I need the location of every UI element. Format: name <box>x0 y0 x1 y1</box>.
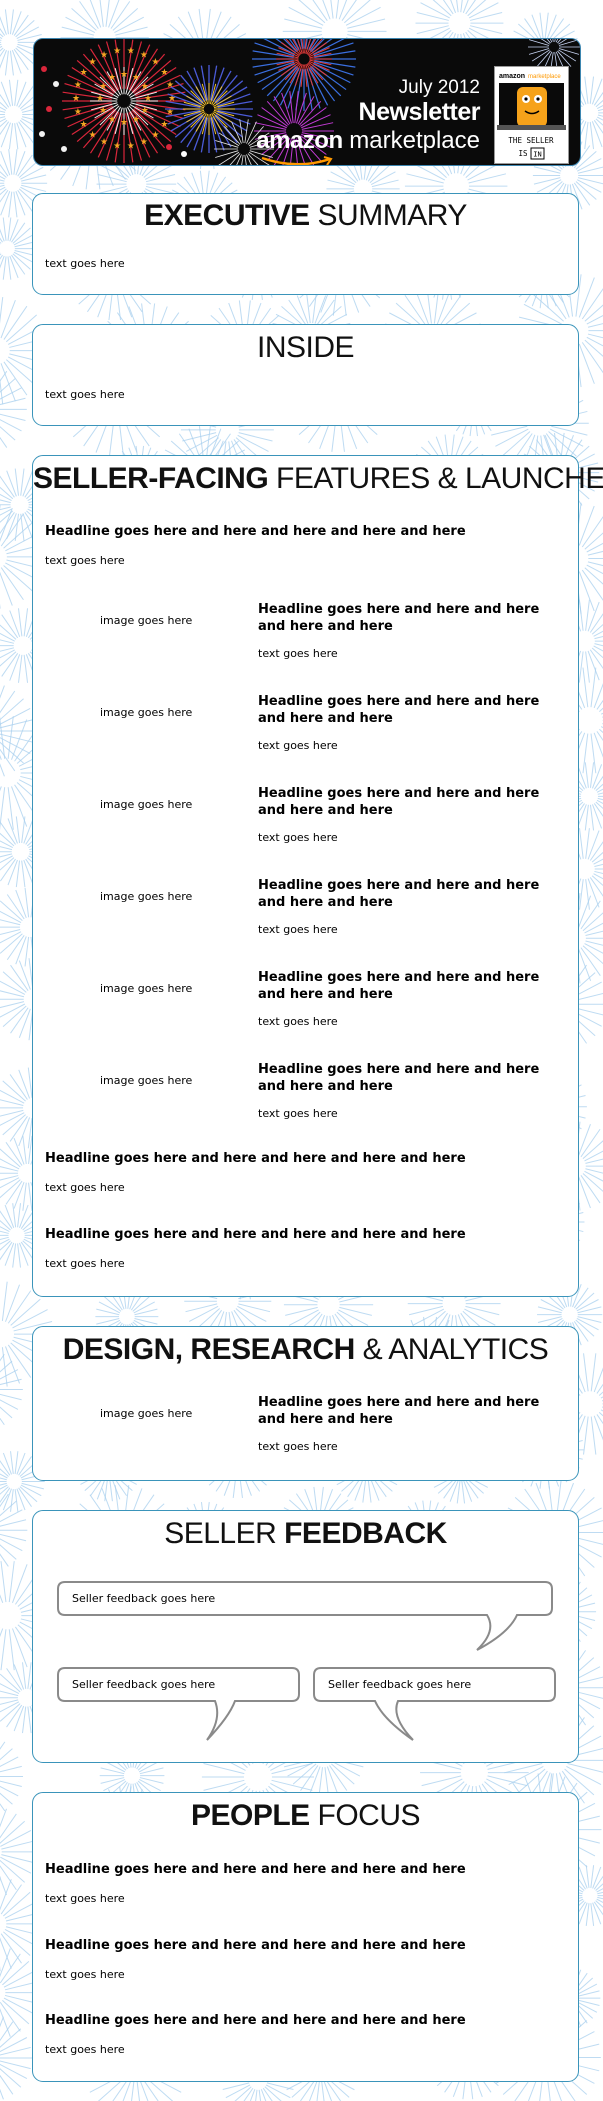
people-focus-section <box>32 1792 579 2082</box>
feature-image-placeholder: image goes here <box>100 982 193 995</box>
feature-headline: Headline goes here and here and here and here and here <box>258 878 540 910</box>
feedback-bubble-text: Seller feedback goes here <box>328 1678 472 1691</box>
people-headline: Headline goes here and here and here and here and here <box>45 1938 466 1953</box>
features-tail-headline: Headline goes here and here and here and here and here <box>45 1151 466 1166</box>
spark-dot <box>41 66 47 72</box>
star-icon: ★ <box>166 80 175 91</box>
star-icon: ★ <box>107 114 117 125</box>
star-icon: ★ <box>151 130 160 141</box>
spark-dot <box>53 81 59 87</box>
executive-summary-section <box>32 193 579 295</box>
features-tail-headline: Headline goes here and here and here and here and here <box>45 1227 466 1242</box>
feature-headline: Headline goes here and here and here and here and here <box>258 1062 540 1094</box>
star-icon: ★ <box>95 94 105 104</box>
banner-title: Newsletter <box>358 98 480 126</box>
star-icon: ★ <box>167 94 177 104</box>
feature-image-placeholder: image goes here <box>100 706 193 719</box>
star-icon: ★ <box>73 107 82 118</box>
sign-brand-bold: amazon <box>499 73 526 80</box>
star-icon: ★ <box>113 141 122 152</box>
spark-dot <box>61 146 67 152</box>
star-icon: ★ <box>88 57 97 68</box>
spark-dot <box>46 106 52 112</box>
star-icon: ★ <box>113 46 122 57</box>
feature-text: text goes here <box>258 1015 338 1028</box>
feature-image-placeholder: image goes here <box>100 614 193 627</box>
firework-burst <box>0 2014 32 2101</box>
star-icon: ★ <box>143 94 153 104</box>
feature-image-placeholder: image goes here <box>100 798 193 811</box>
features-title: SELLER-FACING FEATURES & LAUNCHES <box>33 462 603 495</box>
star-icon: ★ <box>71 94 81 104</box>
star-icon: ★ <box>99 82 108 92</box>
star-icon: ★ <box>119 70 129 80</box>
feature-headline: Headline goes here and here and here and here and here <box>258 786 540 818</box>
features-lead-text: text goes here <box>45 554 125 567</box>
star-icon: ★ <box>160 119 169 130</box>
people-headline: Headline goes here and here and here and here and here <box>45 1862 466 1877</box>
seller-feedback-section <box>32 1510 579 1763</box>
features-tail-text: text goes here <box>45 1257 125 1270</box>
spark-dot <box>166 144 172 150</box>
star-icon: ★ <box>126 46 135 57</box>
feature-text: text goes here <box>258 923 338 936</box>
star-icon: ★ <box>139 50 148 61</box>
feedback-bubble <box>57 1581 554 1661</box>
spark-dot <box>181 151 187 157</box>
banner-month: July 2012 <box>398 77 480 98</box>
seller-facing-features-section <box>32 455 603 1297</box>
star-icon: ★ <box>73 80 82 91</box>
star-icon: ★ <box>79 119 88 130</box>
star-icon: ★ <box>79 68 88 79</box>
feature-image-placeholder: image goes here <box>100 1074 193 1087</box>
feedback-title: SELLER FEEDBACK <box>164 1517 447 1550</box>
features-lead-headline: Headline goes here and here and here and here and here <box>45 524 466 539</box>
amazon-smile-icon <box>260 156 334 166</box>
star-icon: ★ <box>107 73 117 84</box>
inside-text: text goes here <box>45 388 125 401</box>
features-tail-text: text goes here <box>45 1181 125 1194</box>
inside-section <box>32 324 579 426</box>
amazon-marketplace-logo: amazon marketplace <box>256 127 480 154</box>
feature-headline: Headline goes here and here and here and here and here <box>258 694 540 726</box>
inside-title: INSIDE <box>256 331 355 364</box>
firework-burst <box>0 1806 36 1897</box>
star-icon: ★ <box>131 73 141 84</box>
people-text: text goes here <box>45 2043 125 2056</box>
design-title: DESIGN, RESEARCH & ANALYTICS <box>62 1333 549 1366</box>
spark-dot <box>39 131 45 137</box>
firework-burst <box>0 1735 23 1818</box>
feature-text: text goes here <box>258 1107 338 1120</box>
sign-line-1: THE SELLER <box>508 136 554 145</box>
star-icon: ★ <box>140 106 149 116</box>
star-icon: ★ <box>140 82 149 92</box>
star-icon: ★ <box>131 114 141 125</box>
newsletter-banner <box>33 38 581 166</box>
feature-text: text goes here <box>258 831 338 844</box>
banner-firework <box>183 83 235 135</box>
executive-summary-title: EXECUTIVE SUMMARY <box>144 199 467 232</box>
people-text: text goes here <box>45 1892 125 1905</box>
star-icon: ★ <box>126 141 135 152</box>
firework-burst <box>0 363 27 455</box>
people-title: PEOPLE FOCUS <box>190 1799 421 1832</box>
seller-is-in-mascot <box>494 66 569 164</box>
feature-headline: Headline goes here and here and here and here and here <box>258 970 540 1002</box>
star-icon: ★ <box>88 130 97 141</box>
firework-burst <box>0 683 36 779</box>
feedback-bubble <box>57 1667 301 1747</box>
star-icon: ★ <box>100 50 109 61</box>
people-text: text goes here <box>45 1968 125 1981</box>
star-icon: ★ <box>160 68 169 79</box>
star-icon: ★ <box>166 107 175 118</box>
sign-brand-light: marketplace <box>528 74 561 80</box>
design-headline: Headline goes here and here and here and here and here <box>258 1395 540 1427</box>
design-image-placeholder: image goes here <box>100 1407 193 1420</box>
design-research-analytics-section <box>32 1326 579 1481</box>
feature-text: text goes here <box>258 739 338 752</box>
executive-summary-text: text goes here <box>45 257 125 270</box>
feature-text: text goes here <box>258 647 338 660</box>
people-headline: Headline goes here and here and here and here and here <box>45 2013 466 2028</box>
star-icon: ★ <box>139 137 148 148</box>
firework-burst <box>0 1487 27 1574</box>
star-icon: ★ <box>151 57 160 68</box>
sign-line-2: IS <box>518 149 528 158</box>
feedback-bubble <box>313 1667 557 1747</box>
feature-headline: Headline goes here and here and here and here and here <box>258 602 540 634</box>
design-text: text goes here <box>258 1440 338 1453</box>
feedback-bubble-text: Seller feedback goes here <box>72 1678 216 1691</box>
feedback-bubble-text: Seller feedback goes here <box>72 1592 216 1605</box>
feature-image-placeholder: image goes here <box>100 890 193 903</box>
star-icon: ★ <box>99 106 108 116</box>
sign-box: IN <box>533 150 542 159</box>
star-icon: ★ <box>119 118 129 128</box>
star-icon: ★ <box>100 137 109 148</box>
